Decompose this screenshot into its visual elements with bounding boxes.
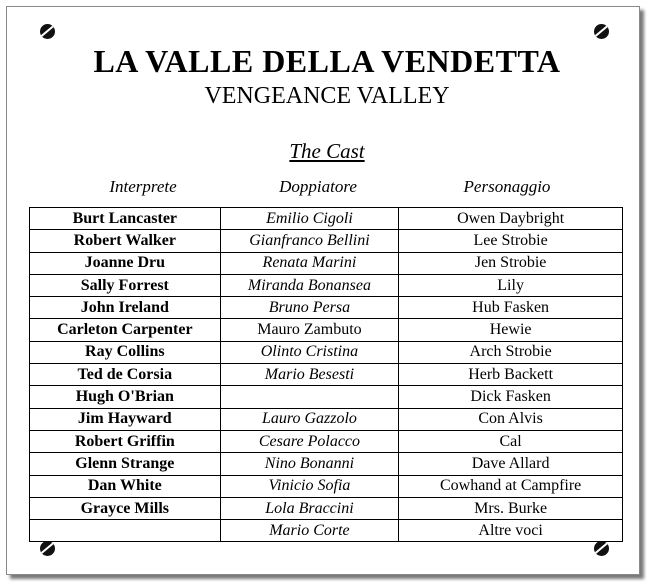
screw-icon — [40, 24, 55, 39]
character-cell: Jen Strobie — [399, 252, 623, 274]
dubber-cell: Vinicio Sofia — [220, 475, 399, 497]
actor-cell: Ray Collins — [30, 341, 221, 363]
screw-icon — [594, 24, 609, 39]
table-row — [30, 252, 623, 274]
character-cell: Dick Fasken — [399, 386, 623, 408]
dubber-cell: Cesare Polacco — [220, 430, 399, 452]
dubber-cell: Emilio Cigoli — [220, 208, 399, 230]
table-row — [30, 319, 623, 341]
dubber-cell: Renata Marini — [220, 252, 399, 274]
actor-cell: Carleton Carpenter — [30, 319, 221, 341]
film-subtitle: VENGEANCE VALLEY — [204, 83, 450, 109]
actor-cell: Robert Walker — [30, 230, 221, 252]
actor-cell: Sally Forrest — [30, 274, 221, 296]
cast-table — [29, 207, 623, 542]
actor-cell: Burt Lancaster — [30, 208, 221, 230]
dubber-cell: Mauro Zambuto — [220, 319, 399, 341]
dubber-cell: Mario Corte — [220, 520, 399, 542]
actor-cell: Joanne Dru — [30, 252, 221, 274]
actor-cell: Robert Griffin — [30, 430, 221, 452]
column-header-actor: Interprete — [109, 177, 177, 196]
actor-cell — [30, 520, 221, 542]
table-row — [30, 208, 623, 230]
table-row — [30, 497, 623, 519]
character-cell: Dave Allard — [399, 453, 623, 475]
dubber-cell: Lola Braccini — [220, 497, 399, 519]
character-cell: Cal — [399, 430, 623, 452]
character-cell: Arch Strobie — [399, 341, 623, 363]
table-row — [30, 386, 623, 408]
film-title: LA VALLE DELLA VENDETTA — [93, 43, 561, 79]
column-header-dubber: Doppiatore — [279, 177, 357, 196]
dubber-cell — [220, 386, 399, 408]
table-row — [30, 520, 623, 542]
actor-cell: Dan White — [30, 475, 221, 497]
actor-cell: Jim Hayward — [30, 408, 221, 430]
dubber-cell: Lauro Gazzolo — [220, 408, 399, 430]
table-row — [30, 453, 623, 475]
actor-cell: Ted de Corsia — [30, 364, 221, 386]
actor-cell: John Ireland — [30, 297, 221, 319]
actor-cell: Grayce Mills — [30, 497, 221, 519]
character-cell: Hub Fasken — [399, 297, 623, 319]
dubber-cell: Miranda Bonansea — [220, 274, 399, 296]
table-row — [30, 341, 623, 363]
cast-heading: The Cast — [289, 139, 365, 163]
table-row — [30, 475, 623, 497]
character-cell: Cowhand at Campfire — [399, 475, 623, 497]
screw-icon — [594, 541, 609, 556]
table-row — [30, 364, 623, 386]
actor-cell: Glenn Strange — [30, 453, 221, 475]
table-row — [30, 297, 623, 319]
character-cell: Lee Strobie — [399, 230, 623, 252]
table-row — [30, 408, 623, 430]
character-cell: Lily — [399, 274, 623, 296]
dubber-cell: Bruno Persa — [220, 297, 399, 319]
table-row — [30, 274, 623, 296]
table-row — [30, 430, 623, 452]
column-header-character: Personaggio — [463, 177, 551, 196]
dubber-cell: Mario Besesti — [220, 364, 399, 386]
character-cell: Hewie — [399, 319, 623, 341]
dubber-cell: Nino Bonanni — [220, 453, 399, 475]
actor-cell: Hugh O'Brian — [30, 386, 221, 408]
character-cell: Altre voci — [399, 520, 623, 542]
plaque — [6, 6, 640, 575]
dubber-cell: Olinto Cristina — [220, 341, 399, 363]
character-cell: Mrs. Burke — [399, 497, 623, 519]
screw-icon — [40, 541, 55, 556]
character-cell: Con Alvis — [399, 408, 623, 430]
table-row — [30, 230, 623, 252]
character-cell: Herb Backett — [399, 364, 623, 386]
character-cell: Owen Daybright — [399, 208, 623, 230]
dubber-cell: Gianfranco Bellini — [220, 230, 399, 252]
